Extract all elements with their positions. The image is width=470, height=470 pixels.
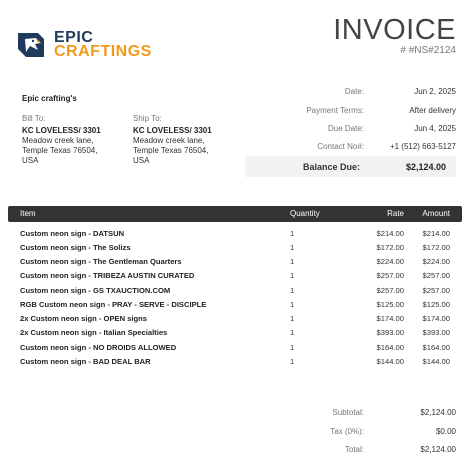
tax-value: $0.00: [435, 427, 456, 436]
subtotal-label: Subtotal:: [332, 408, 364, 417]
contact-value: +1 (512) 663-5127: [389, 142, 456, 151]
row-item: Custom neon sign - The Gentleman Quarters: [20, 257, 182, 266]
table-row: [8, 298, 462, 312]
row-quantity: 1: [290, 314, 295, 323]
column-header-rate: Rate: [387, 209, 404, 218]
balance-due-label: Balance Due:: [302, 161, 360, 172]
tax-row: [254, 427, 456, 439]
total-value: $2,124.00: [420, 445, 456, 454]
row-rate: $257.00: [376, 286, 404, 295]
row-quantity: 1: [290, 328, 295, 337]
table-row: [8, 255, 462, 269]
row-item: Custom neon sign - TRIBEZA AUSTIN CURATED: [20, 271, 195, 280]
column-header-quantity: Quantity: [290, 209, 320, 218]
row-quantity: 1: [290, 257, 295, 266]
row-rate: $174.00: [376, 314, 404, 323]
row-item: Custom neon sign - DATSUN: [20, 229, 125, 238]
ship-to-line: Temple Texas 76504,: [133, 146, 209, 155]
row-rate: $172.00: [376, 243, 404, 252]
balance-due-value: $2,124.00: [405, 161, 446, 172]
column-header-amount: Amount: [422, 209, 450, 218]
ship-to-line: USA: [133, 156, 150, 165]
row-amount: $164.00: [422, 343, 450, 352]
invoice-date-label: Date:: [344, 87, 364, 96]
logo-text-primary: EPIC: [54, 29, 94, 46]
bill-to-line: USA: [22, 156, 39, 165]
row-item: 2x Custom neon sign - OPEN signs: [20, 314, 148, 323]
row-quantity: 1: [290, 343, 295, 352]
subtotal-row: [254, 408, 456, 420]
due-date-row: [254, 124, 456, 136]
table-row: [8, 355, 462, 369]
row-amount: $214.00: [422, 229, 450, 238]
bill-to-line: Meadow creek lane,: [22, 136, 94, 145]
sender-name: Epic crafting's: [22, 94, 77, 103]
row-item: Custom neon sign - BAD DEAL BAR: [20, 357, 151, 366]
table-row: [8, 241, 462, 255]
row-rate: $393.00: [376, 328, 404, 337]
row-quantity: 1: [290, 271, 295, 280]
table-row: [8, 269, 462, 283]
invoice-date-row: [254, 87, 456, 99]
table-row: [8, 284, 462, 298]
ship-to-block: [133, 114, 248, 166]
total-row: [254, 445, 456, 457]
ship-to-line: Meadow creek lane,: [133, 136, 205, 145]
invoice-title: INVOICE: [333, 14, 456, 46]
row-rate: $125.00: [376, 300, 404, 309]
row-quantity: 1: [290, 243, 295, 252]
row-amount: $172.00: [422, 243, 450, 252]
table-row: [8, 341, 462, 355]
ship-to-label: Ship To:: [133, 114, 162, 123]
bill-to-label: Bill To:: [22, 114, 46, 123]
invoice-number: # #NS#2124: [400, 45, 456, 56]
row-quantity: 1: [290, 300, 295, 309]
row-amount: $393.00: [422, 328, 450, 337]
row-amount: $144.00: [422, 357, 450, 366]
company-logo: [16, 29, 152, 64]
row-quantity: 1: [290, 357, 295, 366]
logo-text-secondary: CRAFTINGS: [54, 43, 152, 60]
due-date-label: Due Date:: [327, 124, 364, 133]
row-item: RGB Custom neon sign - PRAY - SERVE - DISCIPLE: [20, 300, 207, 309]
bill-to-name: KC LOVELESS/ 3301: [22, 126, 101, 135]
row-rate: $164.00: [376, 343, 404, 352]
total-label: Total:: [344, 445, 364, 454]
row-amount: $257.00: [422, 286, 450, 295]
row-amount: $125.00: [422, 300, 450, 309]
row-item: Custom neon sign - NO DROIDS ALLOWED: [20, 343, 177, 352]
bill-to-line: Temple Texas 76504,: [22, 146, 98, 155]
items-table-header: [8, 206, 462, 222]
payment-terms-row: [254, 106, 456, 118]
row-item: Custom neon sign - GS TXAUCTION.COM: [20, 286, 171, 295]
contact-row: [254, 142, 456, 154]
payment-terms-label: Payment Terms:: [306, 106, 364, 115]
payment-terms-value: After delivery: [409, 106, 456, 115]
due-date-value: Jun 4, 2025: [414, 124, 456, 133]
contact-label: Contact No#:: [317, 142, 364, 151]
ship-to-name: KC LOVELESS/ 3301: [133, 126, 212, 135]
column-header-item: Item: [20, 209, 36, 218]
row-rate: $214.00: [376, 229, 404, 238]
row-quantity: 1: [290, 229, 295, 238]
row-rate: $224.00: [376, 257, 404, 266]
table-row: [8, 312, 462, 326]
row-amount: $257.00: [422, 271, 450, 280]
invoice-date-value: Jun 2, 2025: [414, 87, 456, 96]
eagle-head-icon: [16, 30, 46, 60]
row-amount: $224.00: [422, 257, 450, 266]
row-item: 2x Custom neon sign - Italian Specialties: [20, 328, 168, 337]
bill-to-block: [22, 114, 137, 166]
balance-due-row: [245, 156, 456, 177]
subtotal-value: $2,124.00: [420, 408, 456, 417]
table-row: [8, 227, 462, 241]
row-quantity: 1: [290, 286, 295, 295]
row-rate: $257.00: [376, 271, 404, 280]
tax-label: Tax (0%):: [330, 427, 364, 436]
table-row: [8, 326, 462, 340]
row-amount: $174.00: [422, 314, 450, 323]
row-rate: $144.00: [376, 357, 404, 366]
row-item: Custom neon sign - The Solizs: [20, 243, 131, 252]
